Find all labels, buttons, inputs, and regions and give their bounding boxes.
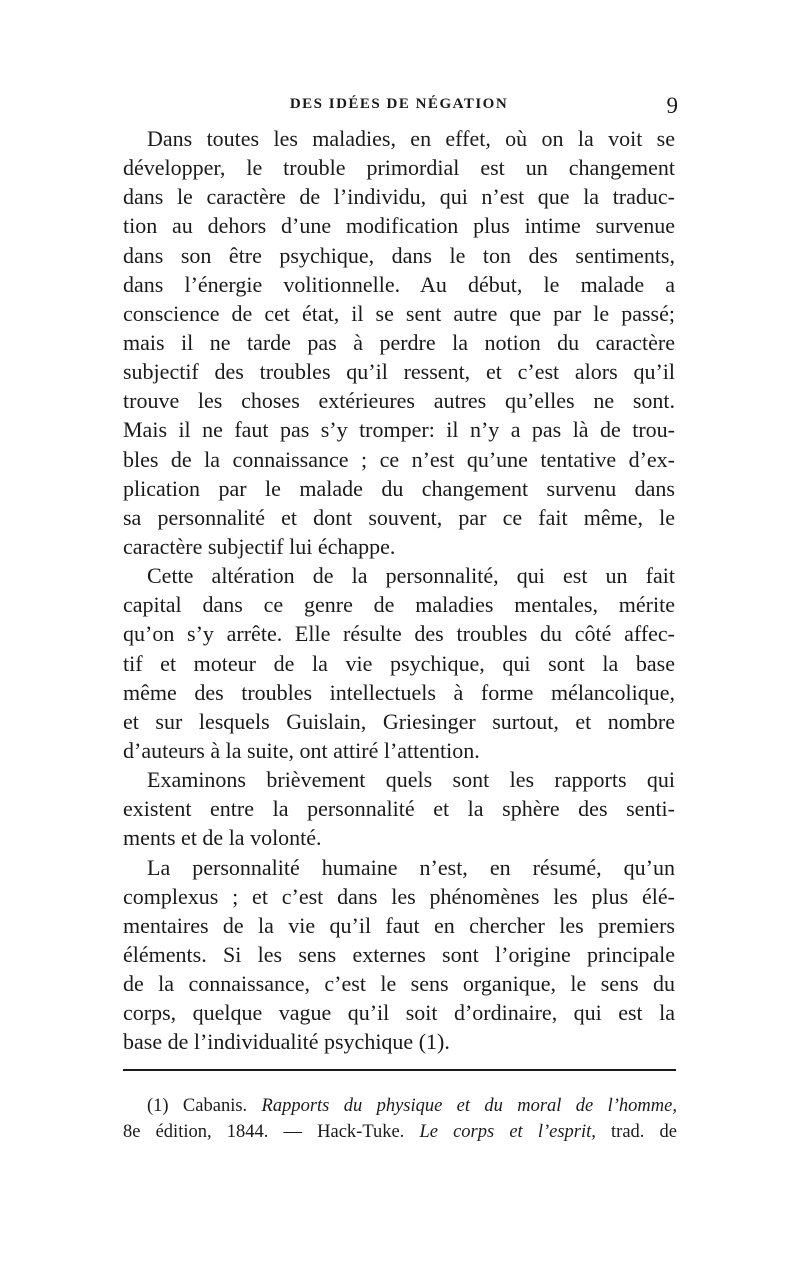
text-line: Mais il ne faut pas s’y tromper: il n’y a pas là de trou- bbox=[123, 417, 675, 443]
text-line: subjectif des troubles qu’il ressent, et c’est alors qu’il bbox=[123, 359, 675, 385]
text-line: base de l’individualité psychique (1). bbox=[123, 1029, 450, 1055]
text-line: complexus ; et c’est dans les phénomènes les plus élé- bbox=[123, 883, 675, 909]
text-line: trouve les choses extérieures autres qu’elles ne sont. bbox=[123, 388, 675, 414]
footnote-citation: 8e édition, 1844. — Hack-Tuke. bbox=[123, 1122, 405, 1142]
footnote-citation: trad. de bbox=[611, 1122, 678, 1142]
text-line: mentaires de la vie qu’il faut en chercher les premiers bbox=[123, 912, 675, 938]
text-line: d’auteurs à la suite, ont attiré l’attention. bbox=[123, 737, 480, 763]
text-line: mais il ne tarde pas à perdre la notion du caractère bbox=[123, 329, 675, 355]
footnote-line bbox=[123, 1093, 677, 1119]
footnote-title: Rapports du physique et du moral de l’homme, bbox=[261, 1096, 677, 1116]
body-text bbox=[123, 124, 675, 1057]
text-line: Cette altération de la personnalité, qui est un fait bbox=[147, 563, 675, 589]
running-head bbox=[118, 93, 680, 122]
text-line: qu’on s’y arrête. Elle résulte des troubles du côté affec- bbox=[123, 621, 675, 647]
text-line: bles de la connaissance ; ce n’est qu’une tentative d’ex- bbox=[123, 446, 675, 472]
text-line: même des troubles intellectuels à forme mélancolique, bbox=[123, 679, 675, 705]
footnote-rule bbox=[123, 1069, 676, 1071]
text-line: dans son être psychique, dans le ton des sentiments, bbox=[123, 242, 675, 268]
text-line: éléments. Si les sens externes sont l’origine principale bbox=[123, 941, 675, 967]
running-title: DES IDÉES DE NÉGATION bbox=[289, 96, 509, 112]
text-line: La personnalité humaine n’est, en résumé, qu’un bbox=[147, 854, 675, 880]
text-line: dans l’énergie volitionnelle. Au début, le malade a bbox=[123, 271, 675, 297]
footnote-title: Le corps et l’esprit, bbox=[419, 1122, 596, 1142]
footnote bbox=[123, 1093, 677, 1145]
text-line: Dans toutes les maladies, en effet, où on la voit se bbox=[147, 126, 675, 151]
text-line: ments et de la volonté. bbox=[123, 825, 322, 851]
text-line: et sur lesquels Guislain, Griesinger surtout, et nombre bbox=[123, 708, 675, 734]
text-line: caractère subjectif lui échappe. bbox=[123, 533, 396, 559]
footnote-citation: (1) Cabanis. bbox=[147, 1096, 248, 1116]
text-line: corps, quelque vague qu’il soit d’ordinaire, qui est la bbox=[123, 1000, 675, 1026]
footnote-line bbox=[123, 1119, 677, 1145]
text-line: de la connaissance, c’est le sens organique, le sens du bbox=[123, 971, 675, 997]
text-line: tion au dehors d’une modification plus intime survenue bbox=[123, 213, 675, 239]
text-line: développer, le trouble primordial est un changement bbox=[123, 155, 675, 181]
page-number: 9 bbox=[666, 93, 678, 118]
text-line: existent entre la personnalité et la sphère des senti- bbox=[123, 796, 675, 822]
text-line: Examinons brièvement quels sont les rapports qui bbox=[147, 767, 675, 793]
text-line: conscience de cet état, il se sent autre que par le passé; bbox=[123, 300, 675, 326]
text-line: sa personnalité et dont souvent, par ce fait même, le bbox=[123, 504, 675, 530]
text-line: dans le caractère de l’individu, qui n’est que la traduc- bbox=[123, 184, 675, 210]
text-line: tif et moteur de la vie psychique, qui sont la base bbox=[123, 650, 675, 676]
text-line: capital dans ce genre de maladies mentales, mérite bbox=[123, 592, 675, 618]
text-line: plication par le malade du changement survenu dans bbox=[123, 475, 675, 501]
